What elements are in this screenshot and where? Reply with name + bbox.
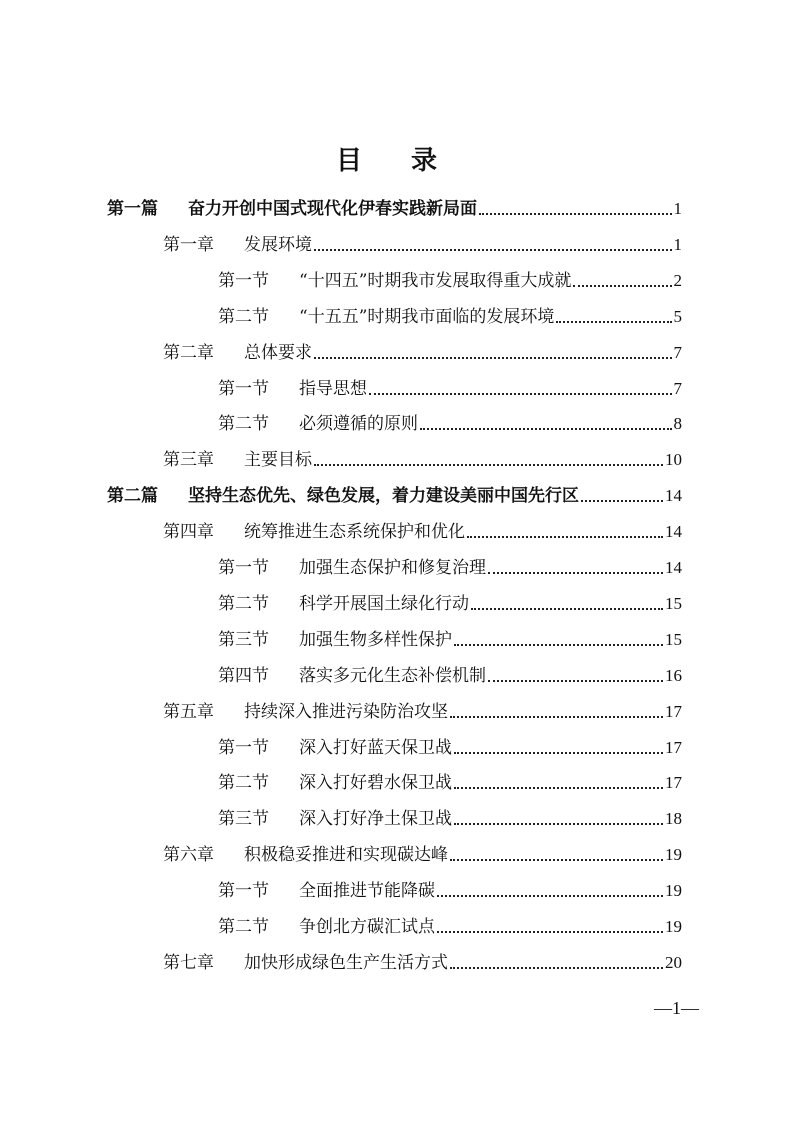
- toc-entry-number: 第三节: [218, 630, 269, 650]
- toc-entry-number: 第七章: [163, 953, 214, 973]
- toc-entry-number: 第二节: [218, 917, 269, 937]
- toc-entry-page: 7: [673, 343, 682, 362]
- toc-entry-number: 第四章: [163, 522, 214, 542]
- toc-entry-title: 加强生物多样性保护: [299, 630, 452, 650]
- toc-entry-section[interactable]: [218, 657, 682, 687]
- toc-entry-chapter[interactable]: [163, 513, 682, 543]
- toc-entry-number: 第二节: [218, 307, 269, 327]
- toc-entry-title: 统筹推进生态系统保护和优化: [244, 522, 465, 542]
- toc-entry-page: 20: [665, 953, 682, 972]
- toc-entry-page: 17: [665, 773, 682, 792]
- dot-leader: [581, 500, 663, 502]
- toc-entry-number: 第一节: [218, 881, 269, 901]
- toc-entry-title: 主要目标: [244, 450, 312, 470]
- toc-entry-title: 深入打好净土保卫战: [299, 809, 452, 829]
- toc-entry-chapter[interactable]: [163, 836, 682, 866]
- toc-entry-title: 争创北方碳汇试点: [299, 917, 435, 937]
- toc-entry-page: 19: [665, 917, 682, 936]
- toc-entry-page: 17: [665, 738, 682, 757]
- toc-entry-number: 第一节: [218, 738, 269, 758]
- toc-entry-part[interactable]: [107, 190, 682, 220]
- toc-entry-page: 15: [665, 630, 682, 649]
- toc-entry-section[interactable]: [218, 549, 682, 579]
- toc-entry-title: 总体要求: [244, 343, 312, 363]
- toc-entry-title: 积极稳妥推进和实现碳达峰: [244, 845, 448, 865]
- toc-entry-section[interactable]: [218, 262, 682, 292]
- toc-entry-part[interactable]: [107, 477, 682, 507]
- dot-leader: [454, 823, 663, 825]
- toc-entry-number: 第二节: [218, 414, 269, 434]
- toc-entry-number: 第一节: [218, 379, 269, 399]
- page-number: —1—: [654, 998, 699, 1018]
- dot-leader: [488, 680, 663, 682]
- toc-entry-number: 第二节: [218, 594, 269, 614]
- toc-entry-page: 8: [673, 414, 682, 433]
- dot-leader: [454, 787, 663, 789]
- toc-entry-section[interactable]: [218, 908, 682, 938]
- toc-entry-number: 第三章: [163, 450, 214, 470]
- toc-entry-page: 19: [665, 881, 682, 900]
- toc-entry-section[interactable]: [218, 621, 682, 651]
- toc-entry-number: 第一节: [218, 558, 269, 578]
- dot-leader: [467, 536, 663, 538]
- dot-leader: [450, 859, 663, 861]
- toc-entry-section[interactable]: [218, 298, 682, 328]
- toc-entry-page: 14: [665, 558, 682, 577]
- toc-entry-page: 1: [673, 199, 682, 218]
- toc-entry-page: 18: [665, 809, 682, 828]
- toc-entry-number: 第三节: [218, 809, 269, 829]
- toc-entry-page: 7: [673, 379, 682, 398]
- toc-entry-page: 17: [665, 702, 682, 721]
- dot-leader: [437, 895, 663, 897]
- toc-entry-section[interactable]: [218, 405, 682, 435]
- dot-leader: [437, 931, 663, 933]
- dot-leader: [454, 644, 663, 646]
- dot-leader: [314, 357, 672, 359]
- toc-entry-page: 5: [673, 307, 682, 326]
- toc-entry-number: 第二节: [218, 773, 269, 793]
- toc-entry-page: 19: [665, 845, 682, 864]
- toc-entry-page: 10: [665, 450, 682, 469]
- toc-entry-chapter[interactable]: [163, 944, 682, 974]
- toc-entry-section[interactable]: [218, 729, 682, 759]
- dot-leader: [314, 464, 663, 466]
- toc-entry-section[interactable]: [218, 800, 682, 830]
- dot-leader: [314, 249, 672, 251]
- dot-leader: [479, 213, 672, 215]
- toc-entry-title: 奋力开创中国式现代化伊春实践新局面: [188, 199, 477, 219]
- dot-leader: [471, 608, 663, 610]
- toc-entry-title: “十五五”时期我市面临的发展环境: [299, 307, 555, 327]
- toc-entry-chapter[interactable]: [163, 226, 682, 256]
- toc-entry-title: 指导思想: [299, 379, 367, 399]
- dot-leader: [488, 572, 663, 574]
- toc-entry-chapter[interactable]: [163, 334, 682, 364]
- toc-entry-title: 必须遵循的原则: [299, 414, 418, 434]
- toc-entry-number: 第五章: [163, 702, 214, 722]
- dot-leader: [454, 752, 663, 754]
- toc-entry-section[interactable]: [218, 872, 682, 902]
- toc-entry-page: 16: [665, 666, 682, 685]
- toc-entry-section[interactable]: [218, 585, 682, 615]
- toc-entry-number: 第二章: [163, 343, 214, 363]
- toc-entry-section[interactable]: [218, 370, 682, 400]
- toc-entry-chapter[interactable]: [163, 441, 682, 471]
- toc-entry-section[interactable]: [218, 764, 682, 794]
- toc-entry-title: 坚持生态优先、绿色发展，着力建设美丽中国先行区: [188, 486, 579, 506]
- toc-entry-page: 1: [673, 235, 682, 254]
- dot-leader: [450, 967, 663, 969]
- toc-entry-page: 14: [665, 486, 682, 505]
- toc-entry-number: 第一章: [163, 235, 214, 255]
- toc-entry-page: 2: [673, 271, 682, 290]
- toc-entry-title: 深入打好蓝天保卫战: [299, 738, 452, 758]
- dot-leader: [369, 393, 672, 395]
- toc-entry-chapter[interactable]: [163, 693, 682, 723]
- toc-entry-title: 加快形成绿色生产生活方式: [244, 953, 448, 973]
- toc-entry-title: 全面推进节能降碳: [299, 881, 435, 901]
- dot-leader: [556, 321, 671, 323]
- dot-leader: [450, 716, 663, 718]
- toc-entry-number: 第四节: [218, 666, 269, 686]
- toc-entry-number: 第六章: [163, 845, 214, 865]
- dot-leader: [573, 285, 671, 287]
- toc-entry-title: 落实多元化生态补偿机制: [299, 666, 486, 686]
- toc-entry-number: 第二篇: [107, 486, 158, 506]
- toc-entry-title: 发展环境: [244, 235, 312, 255]
- toc-entry-title: 深入打好碧水保卫战: [299, 773, 452, 793]
- toc-entry-title: “十四五”时期我市发展取得重大成就: [299, 271, 572, 291]
- toc-entry-page: 14: [665, 522, 682, 541]
- toc-entry-number: 第一节: [218, 271, 269, 291]
- toc-entry-title: 持续深入推进污染防治攻坚: [244, 702, 448, 722]
- dot-leader: [420, 428, 672, 430]
- toc-entry-page: 15: [665, 594, 682, 613]
- page-title: 目 录: [335, 146, 458, 176]
- toc-entry-title: 加强生态保护和修复治理: [299, 558, 486, 578]
- toc-entry-number: 第一篇: [107, 199, 158, 219]
- toc-entry-title: 科学开展国土绿化行动: [299, 594, 469, 614]
